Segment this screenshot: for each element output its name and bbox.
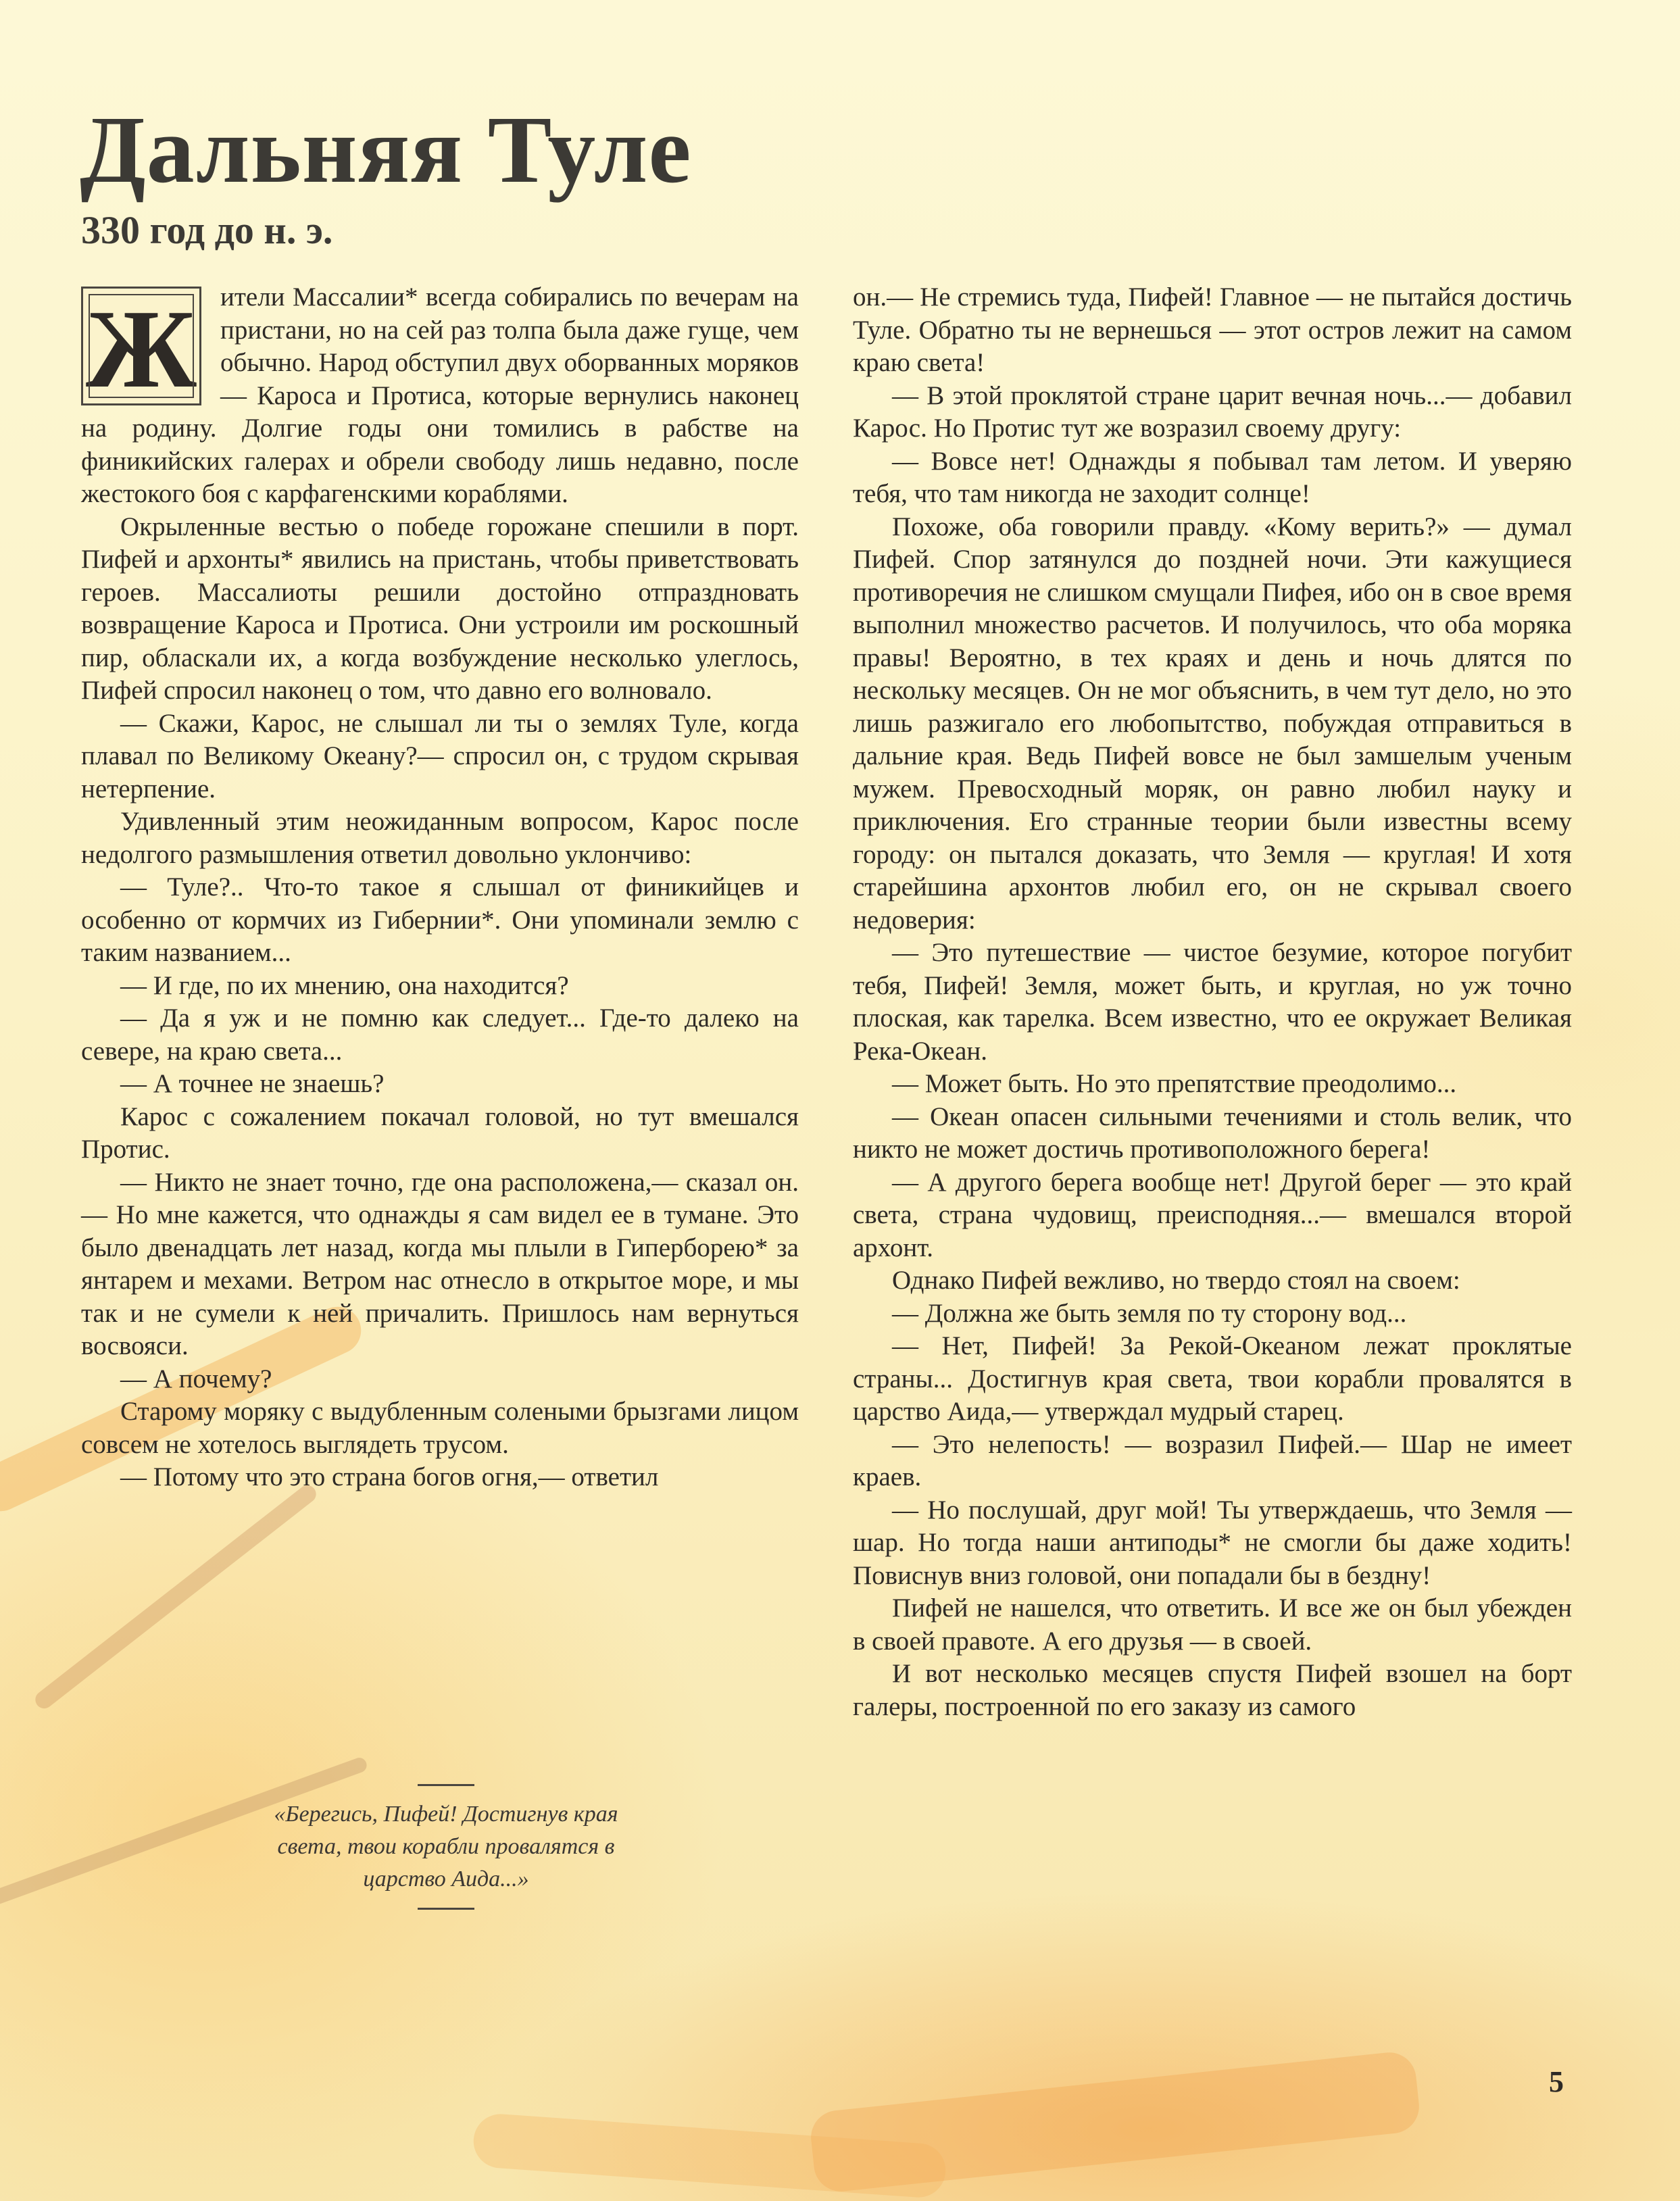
paragraph: — Вовсе нет! Однажды я побывал там летом. И уверяю тебя, что там никогда не заходит солнце!: [853, 446, 1572, 508]
paragraph: ители Массалии* всегда собирались по вечерам на пристани, но на сей раз толпа была даже гуще, чем обычно. Народ обступил двух оборванных моряков — Кароса и Протиса, которые вернулись наконец на родину. Долгие годы они томились в рабстве на финикийских галерах и обрели свободу лишь недавно, после жестокого боя с карфагенскими кораблями.: [81, 282, 799, 508]
paragraph: Пифей не нашелся, что ответить. И все же он был убежден в своей правоте. А его друзья — в своей.: [853, 1593, 1572, 1656]
paragraph: — Это нелепость! — возразил Пифей.— Шар не имеет краев.: [853, 1429, 1572, 1491]
paragraph: — Да я уж и не помню как следует... Где-то далеко на севере, на краю света...: [81, 1004, 799, 1066]
caption-rule-top: [418, 1784, 474, 1786]
paragraph: — Океан опасен сильными течениями и столь велик, что никто не может достичь противоположного берега!: [853, 1102, 1572, 1164]
paragraph: — И где, по их мнению, она находится?: [120, 970, 569, 1000]
paragraph: — А другого берега вообще нет! Другой берег — это край света, страна чудовищ, преисподняя...— вмешался второй архонт.: [853, 1167, 1572, 1262]
text-column-left: [81, 281, 799, 1494]
paragraph: — Потому что это страна богов огня,— ответил: [120, 1462, 659, 1491]
paragraph: Однако Пифей вежливо, но твердо стоял на своем:: [892, 1266, 1460, 1295]
paragraph: Старому моряку с выдубленным солеными брызгами лицом совсем не хотелось выглядеть трусом.: [81, 1397, 799, 1459]
drop-cap-letter: Ж: [85, 287, 197, 411]
illustration-caption: [243, 1784, 649, 1910]
paragraph: Удивленный этим неожиданным вопросом, Карос после недолгого размышления ответил довольно уклончиво:: [81, 807, 799, 869]
paragraph: — Туле?.. Что-то такое я слышал от финикийцев и особенно от кормчих из Гибернии*. Они упоминали землю с таким названием...: [81, 872, 799, 967]
paragraph: — Нет, Пифей! За Рекой-Океаном лежат проклятые страны... Достигнув края света, твои корабли провалятся в царство Аида,— утверждал мудрый старец.: [853, 1331, 1572, 1426]
paragraph: он.— Не стремись туда, Пифей! Главное — не пытайся достичь Туле. Обратно ты не вернешься — этот остров лежит на самом краю света!: [853, 282, 1572, 377]
paragraph: Окрыленные вестью о победе горожане спешили в порт. Пифей и архонты* явились на пристань, чтобы приветствовать героев. Массалиоты решили достойно отпраздновать возвращение Кароса и Протиса. Они устроили им роскошный пир, обласкали их, а когда возбуждение несколько улеглось, Пифей спросил наконец о том, что давно его волновало.: [81, 512, 799, 705]
paragraph: — Это путешествие — чистое безумие, которое погубит тебя, Пифей! Земля, может быть, и круглая, но уж точно плоская, как тарелка. Всем известно, что ее окружает Великая Река-Океан.: [853, 938, 1572, 1066]
caption-rule-bottom: [418, 1908, 474, 1910]
text-column-right: [853, 281, 1572, 1723]
paragraph: — Должна же быть земля по ту сторону вод...: [892, 1298, 1407, 1328]
caption-text: «Берегись, Пифей! Достигнув края света, твои корабли провалятся в царство Аида...»: [274, 1802, 618, 1891]
paragraph: — А точнее не знаешь?: [120, 1069, 385, 1098]
paragraph: — Скажи, Карос, не слышал ли ты о землях Туле, когда плавал по Великому Океану?— спросил он, с трудом скрывая нетерпение.: [81, 708, 799, 803]
paragraph: — В этой проклятой стране царит вечная ночь...— добавил Карос. Но Протис тут же возразил своему другу:: [853, 380, 1572, 443]
decorative-brush-stroke: [32, 1482, 320, 1712]
paragraph: — А почему?: [120, 1364, 272, 1393]
paragraph: Похоже, оба говорили правду. «Кому верить?» — думал Пифей. Спор затянулся до поздней ночи. Эти кажущиеся противоречия не слишком смущали Пифея, ибо он в свое время выполнил множество расчетов. И получилось, что оба моряка правы! Вероятно, в тех краях и день и ночь длятся по нескольку месяцев. Он не мог объяснить, в чем тут дело, но это лишь разжигало его любопытство, побуждая отправиться в дальние края. Ведь Пифей вовсе не был замшелым ученым мужем. Превосходный моряк, он равно любил науку и приключения. Его странные теории были известны всему городу: он пытался доказать, что Земля — круглая! И хотя старейшина архонтов любил его, он не скрывал своего недоверия:: [853, 512, 1572, 935]
page-title: Дальняя Туле: [80, 96, 692, 203]
paragraph: И вот несколько месяцев спустя Пифей взошел на борт галеры, построенной по его заказу из самого: [853, 1659, 1572, 1721]
drop-cap: [81, 287, 201, 411]
page-number: 5: [1549, 2065, 1564, 2098]
paragraph: — Может быть. Но это препятствие преодолимо...: [892, 1069, 1457, 1098]
paragraph: — Но послушай, друг мой! Ты утверждаешь, что Земля — шар. Но тогда наши антиподы* не смогли бы даже ходить! Повиснув вниз головой, они попадали бы в бездну!: [853, 1495, 1572, 1590]
paragraph: Карос с сожалением покачал головой, но тут вмешался Протис.: [81, 1102, 799, 1164]
paragraph: — Никто не знает точно, где она расположена,— сказал он.— Но мне кажется, что однажды я сам видел ее в тумане. Это было двенадцать лет назад, когда мы плыли в Гиперборею* за янтарем и мехами. Ветром нас отнесло в открытое море, и мы так и не сумели к ней причалить. Пришлось нам вернуться восвояси.: [81, 1167, 799, 1360]
page-subtitle: 330 год до н. э.: [81, 208, 333, 252]
